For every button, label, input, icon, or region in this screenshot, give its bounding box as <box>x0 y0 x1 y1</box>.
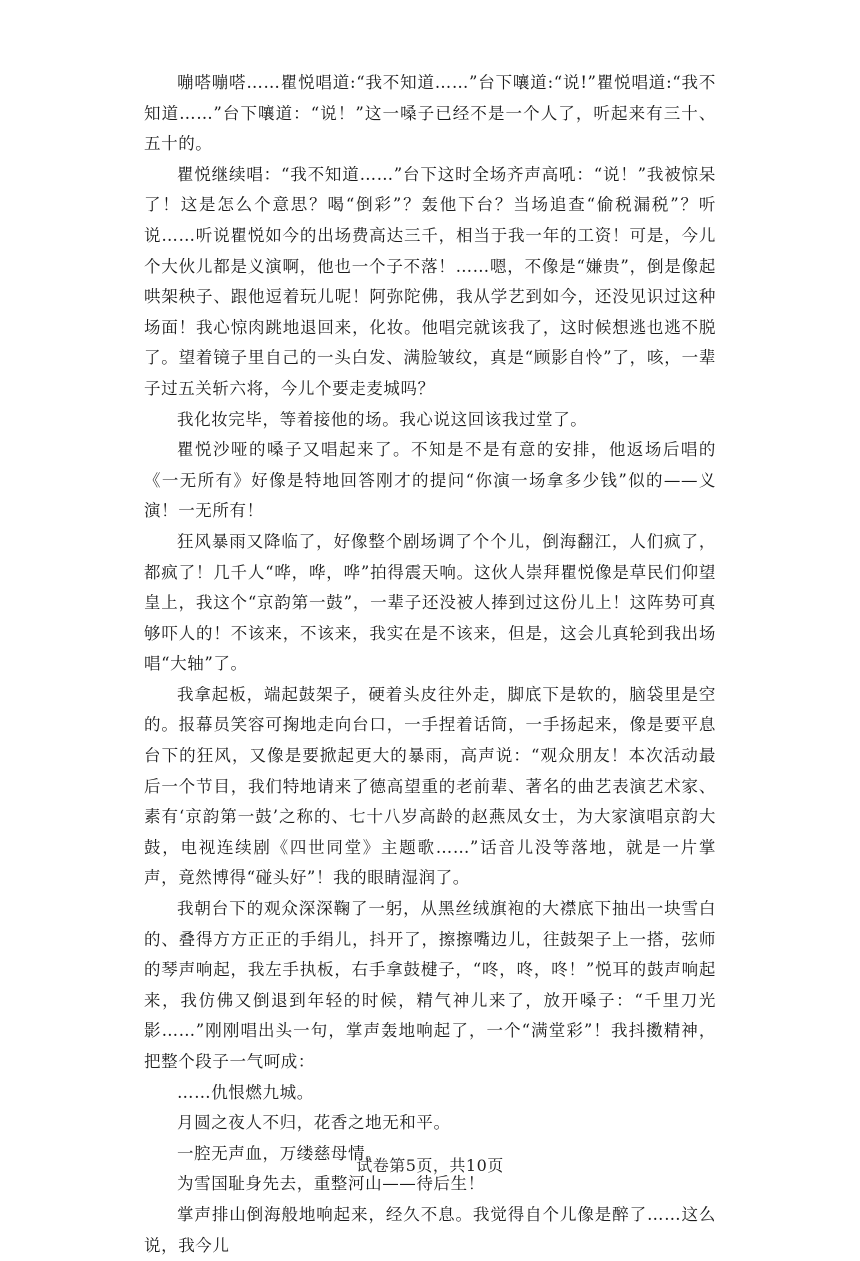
paragraph-1: 嘣嗒嘣嗒……瞿悦唱道:“我不知道……”台下嚷道:“说!”瞿悦唱道:“我不知道……”台下嚷道：“说！”这一嗓子已经不是一个人了，听起来有三十、五十的。 <box>144 73 716 154</box>
lyric-line-1: ……仇恨燃九城。 <box>177 1082 314 1102</box>
paragraph-4: 瞿悦沙哑的嗓子又唱起来了。不知是不是有意的安排，他返场后唱的《一无所有》好像是特地回答刚才的提问“你演一场拿多少钱”似的——义演！一无所有！ <box>144 440 716 521</box>
lyric-line-2: 月圆之夜人不归，花香之地无和平。 <box>177 1113 451 1133</box>
lyric-line-3: 一腔无声血，万缕慈母情。 <box>177 1143 383 1163</box>
paragraph-3: 我化妆完毕，等着接他的场。我心说这回该我过堂了。 <box>177 409 588 429</box>
paragraph-5: 狂风暴雨又降临了，好像整个剧场调了个个儿，倒海翻江，人们疯了，都疯了！几千人“哗，哗，哗”拍得震天响。这伙人崇拜瞿悦像是草民们仰望皇上，我这个“京韵第一鼓”，一辈子还没被人捧到过这份儿上！这阵势可真够吓人的！不该来，不该来，我实在是不该来，但是，这会儿真轮到我出场唱“大轴”了。 <box>144 531 716 674</box>
paragraph-6: 我拿起板，端起鼓架子，硬着头皮往外走，脚底下是软的，脑袋里是空的。报幕员笑容可掬地走向台口，一手捏着话筒，一手扬起来，像是要平息台下的狂风，又像是要掀起更大的暴雨，高声说：“观众朋友！本次活动最后一个节目，我们特地请来了德高望重的老前辈、著名的曲艺表演艺术家、素有‘京韵第一鼓’之称的、七十八岁高龄的赵燕凤女士，为大家演唱京韵大鼓，电视连续剧《四世同堂》主题歌……”话音儿没等落地，就是一片掌声，竟然博得“碰头好”！我的眼睛湿润了。 <box>144 684 716 888</box>
page-number-footer: 试卷第5页，共10页 <box>356 1156 504 1175</box>
article-body <box>144 68 716 1261</box>
paragraph-8: 掌声排山倒海般地响起来，经久不息。我觉得自个儿像是醉了……这么说，我今儿 <box>144 1204 716 1255</box>
paragraph-2: 瞿悦继续唱：“我不知道……”台下这时全场齐声高吼：“说！”我被惊呆了！这是怎么个意思？喝“倒彩”？轰他下台？当场追查“偷税漏税”？听说……听说瞿悦如今的出场费高达三千，相当于我一年的工资！可是，今儿个大伙儿都是义演啊，他也一个子不落！……嗯，不像是“嫌贵”，倒是像起哄架秧子、跟他逗着玩儿呢！阿弥陀佛，我从学艺到如今，还没见识过这种场面！我心惊肉跳地退回来，化妆。他唱完就该我了，这时候想逃也逃不脱了。望着镜子里自己的一头白发、满脸皱纹，真是“顾影自怜”了，咳，一辈子过五关斩六将，今儿个要走麦城吗？ <box>144 164 716 398</box>
lyric-line-4: 为雪国耻身先去，重整河山——待后生！ <box>177 1174 485 1194</box>
paragraph-7: 我朝台下的观众深深鞠了一躬，从黑丝绒旗袍的大襟底下抽出一块雪白的、叠得方方正正的手绢儿，抖开了，擦擦嘴边儿，往鼓架子上一搭，弦师的琴声响起，我左手执板，右手拿鼓楗子，“咚，咚，咚！”悦耳的鼓声响起来，我仿佛又倒退到年轻的时候，精气神儿来了，放开嗓子：“千里刀光影……”刚刚唱出头一句，掌声轰地响起了，一个“满堂彩”！我抖擞精神，把整个段子一气呵成： <box>144 899 716 1071</box>
